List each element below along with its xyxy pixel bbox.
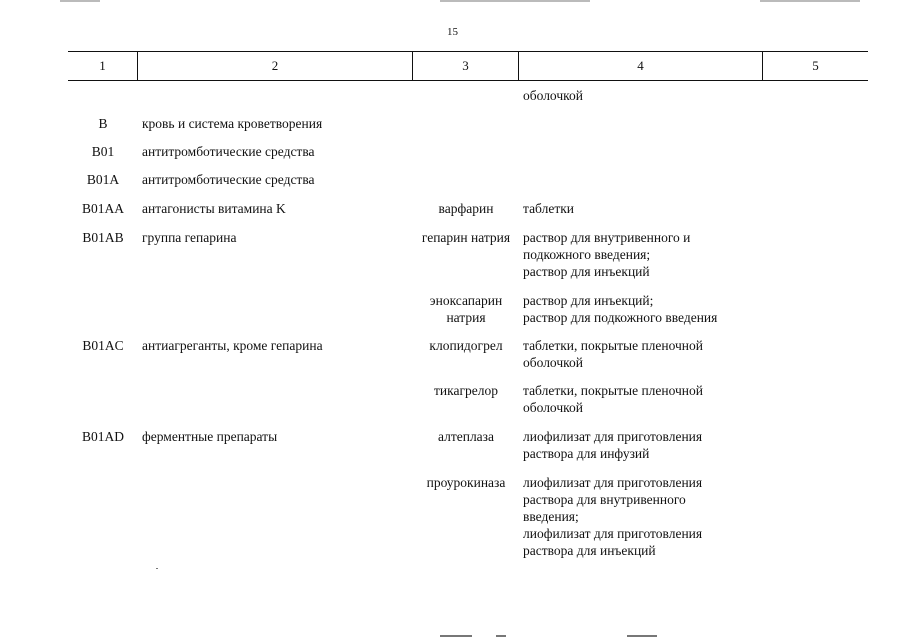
- scan-edge-mark: [496, 635, 506, 637]
- atc-code: B01: [91, 144, 115, 159]
- atc-group-name: антиагреганты, кроме гепарина: [142, 338, 323, 353]
- dosage-form: лиофилизат для приготовления: [523, 429, 703, 444]
- atc-group-name: антитромботические средства: [142, 144, 315, 159]
- scan-edge-mark: [760, 0, 860, 2]
- atc-code: B01AA: [81, 201, 124, 216]
- dosage-form: оболочкой: [523, 355, 583, 370]
- scan-edge-mark: [627, 635, 657, 637]
- page-number: 15: [447, 26, 458, 38]
- scan-edge-mark: [440, 635, 472, 637]
- header-col-1: 1: [99, 58, 106, 73]
- dosage-form: таблетки: [523, 201, 575, 216]
- dosage-form: раствора для внутривенного: [523, 492, 686, 507]
- atc-code: B01AD: [81, 429, 124, 444]
- dosage-form: лиофилизат для приготовления: [523, 475, 703, 490]
- dosage-form: раствора для инфузий: [523, 446, 650, 461]
- header-col-5: 5: [812, 58, 819, 73]
- dosage-form: лиофилизат для приготовления: [523, 526, 703, 541]
- dosage-form: оболочкой: [523, 400, 583, 415]
- dosage-form: подкожного введения;: [523, 247, 651, 262]
- dosage-form: введения;: [523, 509, 579, 524]
- drug-name: проурокиназа: [426, 475, 506, 490]
- atc-group-name: ферментные препараты: [142, 429, 278, 444]
- dosage-form: раствор для инъекций: [523, 264, 650, 279]
- dosage-form: таблетки, покрытые пленочной: [523, 338, 704, 353]
- scan-edge-mark: [440, 0, 590, 2]
- atc-code: B01AC: [82, 338, 124, 353]
- drug-name: клопидогрел: [429, 338, 503, 353]
- header-col-2: 2: [271, 58, 279, 73]
- header-col-3: 3: [462, 58, 469, 73]
- atc-group-name: антагонисты витамина K: [142, 201, 286, 216]
- atc-group-name: антитромботические средства: [142, 172, 315, 187]
- drug-name: гепарин натрия: [421, 230, 511, 245]
- header-col-4: 4: [637, 58, 644, 73]
- atc-code: B01A: [86, 172, 120, 187]
- scan-speck: [156, 568, 158, 569]
- carryover-text: оболочкой: [523, 88, 583, 103]
- table-header: [68, 51, 868, 81]
- drug-name: варфарин: [438, 201, 494, 216]
- dosage-form: раствор для подкожного введения: [523, 310, 718, 325]
- drug-name: эноксапарин: [429, 293, 503, 308]
- drug-name: алтеплаза: [437, 429, 495, 444]
- atc-code: B01AB: [82, 230, 124, 245]
- dosage-form: раствор для внутривенного и: [523, 230, 691, 245]
- dosage-form: таблетки, покрытые пленочной: [523, 383, 704, 398]
- atc-group-name: группа гепарина: [142, 230, 237, 245]
- scan-edge-mark: [60, 0, 100, 2]
- drug-name: натрия: [446, 310, 486, 325]
- dosage-form: раствора для инъекций: [523, 543, 656, 558]
- atc-group-name: кровь и система кроветворения: [142, 116, 323, 131]
- dosage-form: раствор для инъекций;: [523, 293, 654, 308]
- atc-code: B: [98, 116, 108, 131]
- drug-name: тикагрелор: [434, 383, 498, 398]
